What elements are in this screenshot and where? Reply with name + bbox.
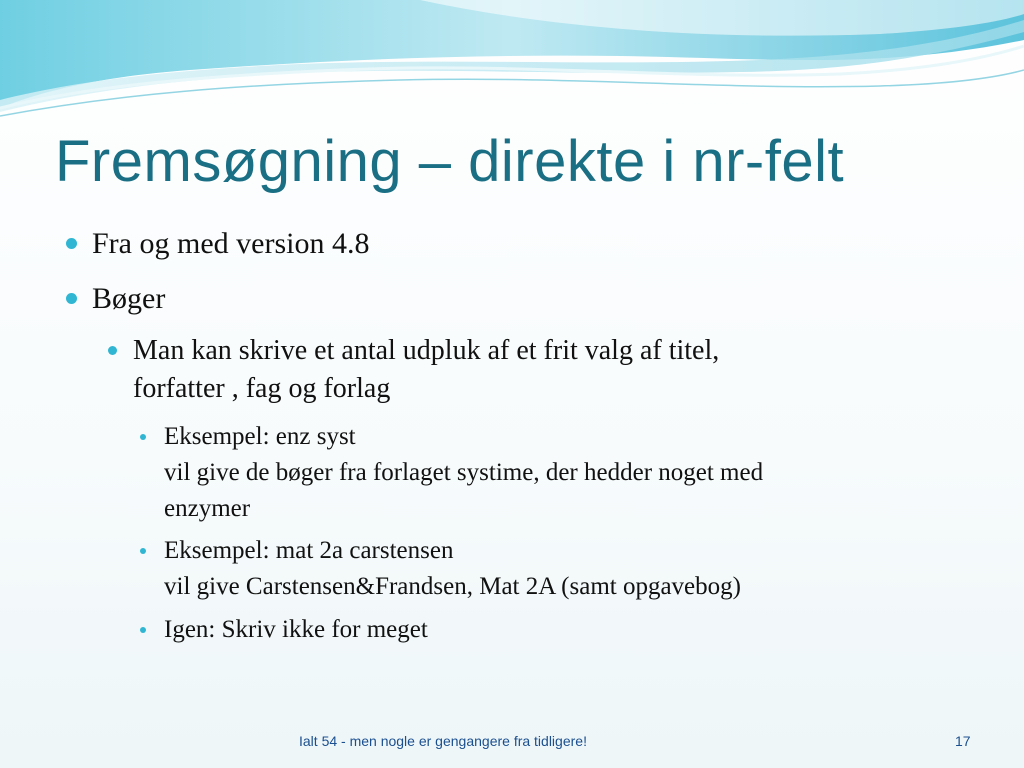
text-line: Eksempel: enz syst: [164, 423, 356, 450]
bullet-dot-icon: [140, 434, 146, 440]
bullet-item-example-mat: [164, 533, 741, 605]
bullet-item-version: Fra og med version 4.8: [92, 227, 370, 260]
bullet-dot-icon: [66, 238, 77, 249]
bullet-item-again: [164, 612, 428, 648]
footer-text: Ialt 54 - men nogle er gengangere fra tidligere!: [299, 733, 587, 749]
text-line: forfatter , fag og forlag: [133, 373, 391, 404]
bullet-item-example-enz: [164, 419, 763, 527]
decorative-wave-banner: [0, 0, 1024, 130]
text-line: Igen: Skriv ikke for meget: [164, 616, 428, 643]
text-line: vil give Carstensen&Frandsen, Mat 2A (samt opgavebog): [164, 573, 741, 600]
bullet-dot-icon: [108, 346, 117, 355]
bullet-dot-icon: [140, 627, 146, 633]
page-number: 17: [955, 733, 971, 749]
bullet-item-search-description: [133, 332, 719, 408]
text-line: enzymer: [164, 495, 251, 522]
text-line: Man kan skrive et antal udpluk af et frit valg af titel,: [133, 335, 720, 366]
bullet-item-boger: Bøger: [92, 282, 166, 315]
slide-title: Fremsøgning – direkte i nr-felt: [55, 129, 845, 194]
bullet-dot-icon: [66, 293, 77, 304]
text-line: vil give de bøger fra forlaget systime, der hedder noget med: [164, 459, 764, 486]
text-line: Eksempel: mat 2a carstensen: [164, 537, 454, 564]
bullet-dot-icon: [140, 548, 146, 554]
